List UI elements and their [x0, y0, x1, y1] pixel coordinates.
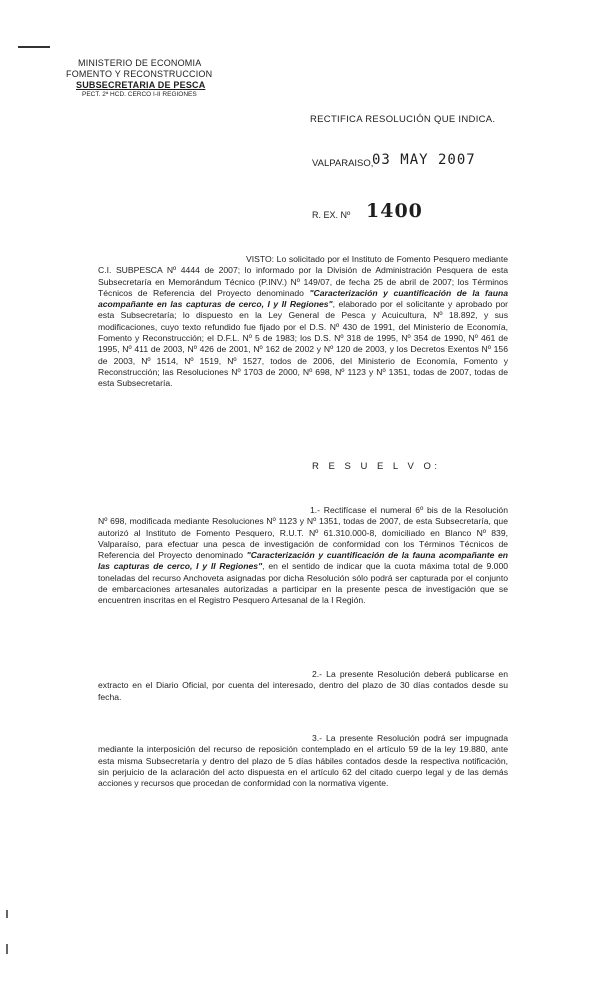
item1-lead: 1.- Rectifícase el numeral 6º bis de la Resolución Nº 698, modificada mediante Resoluciones Nº 1123 y Nº 1351, todas de 2007, de esta Subsecretaría, que autorizó al Instituto de Fomento Pesquero, R.U.T. Nº 61.310.000-8, domiciliado en Blanco Nº 839, Valparaíso, para efectuar una pesca de investigación de conformidad con los Términos Técnicos de Referencia del Proyecto denominado — [98, 505, 508, 561]
department-ref: PECT. 2ª HCD. CERCO I-II REGIONES — [82, 91, 197, 98]
ministry-name-cont: FOMENTO Y RECONSTRUCCION — [66, 69, 213, 79]
item1-rest: , en el sentido de indicar que la cuota máxima total de 9.000 toneladas del recurso Anchoveta asignadas por dicha Resolución sólo podrá ser capturada por el conjunto de embarcaciones artesanales autorizadas a participar en la presente pesca de investigación que se encuentren inscritas en el Registro Pesquero Artesanal de la I Región. — [98, 561, 509, 606]
visto-paragraph — [98, 254, 508, 390]
item1-project-name: "Caracterización y cuantificación de la fauna acompañante en las capturas de cerco, I y II Regiones" — [98, 550, 508, 572]
date-place: VALPARAISO, — [312, 158, 374, 169]
visto-lead: VISTO: Lo solicitado por el Instituto de Fomento Pesquero mediante C.I. SUBPESCA Nº 4444 de 2007; lo informado por la División de Administración Pesquera de esta Subsecretaría en Memorándum Técnico (P.INV.) Nº 149/07, de fecha 25 de abril de 2007; los Términos Técnicos de Referencia del Proyecto denominado — [98, 254, 508, 298]
resolution-item-2: 2.- La presente Resolución deberá publicarse en extracto en el Diario Oficial, por cuenta del interesado, dentro del plazo de 30 días contados desde su fecha. — [98, 669, 508, 702]
resolution-item-1 — [98, 505, 508, 607]
document-title: RECTIFICA RESOLUCIÓN QUE INDICA. — [310, 114, 496, 125]
scan-mark — [6, 910, 8, 918]
resolution-item-3: 3.- La presente Resolución podrá ser impugnada mediante la interposición del recurso de reposición contemplado en el artículo 59 de la ley 19.880, ante esta misma Subsecretaría y dentro del plazo de 5 días hábiles contados desde la respectiva notificación, sin perjuicio de la aclaración del acto dispuesta en el artículo 62 del citado cuerpo legal y de las demás acciones y recursos que procedan de conformidad con la normativa vigente. — [98, 733, 508, 789]
visto-project-name: "Caracterización y cuantificación de la fauna acompañante en las capturas de cerco, I y II Regiones" — [98, 287, 508, 310]
scan-mark — [18, 46, 50, 48]
scan-mark — [6, 944, 8, 954]
ministry-name: MINISTERIO DE ECONOMIA — [78, 58, 202, 68]
subsecretaria-name: SUBSECRETARIA DE PESCA — [76, 80, 206, 90]
resolution-label: R. EX. Nº — [312, 210, 351, 220]
date-stamp: 03 MAY 2007 — [372, 152, 476, 168]
visto-rest: , elaborado por el solicitante y aprobado por esta Subsecretaría; lo dispuesto en la Ley General de Pesca y Acuicultura, Nº 18.892, y sus modificaciones, cuyo texto refundido fue fijado por el D.S. Nº 430 de 1991, del Ministerio de Economía, Fomento y Reconstrucción; el D.F.L. Nº 5 de 1983; los D.S. Nº 318 de 1995, Nº 354 de 1990, Nº 461 de 1995, Nº 411 de 2003, Nº 426 de 2001, Nº 162 de 2002 y Nº 120 de 2003, y los Decretos Exentos Nº 156 de 2003, Nº 1514, Nº 1519, Nº 1527, todos de 2006, del Ministerio de Economía, Fomento y Reconstrucción; las Resoluciones Nº 1703 de 2000, Nº 698, Nº 1123 y Nº 1351, todas de 2007, todas de esta Subsecretaría. — [98, 299, 509, 389]
resuelvo-heading: R E S U E L V O: — [312, 461, 441, 472]
resolution-number: 1400 — [366, 200, 423, 222]
